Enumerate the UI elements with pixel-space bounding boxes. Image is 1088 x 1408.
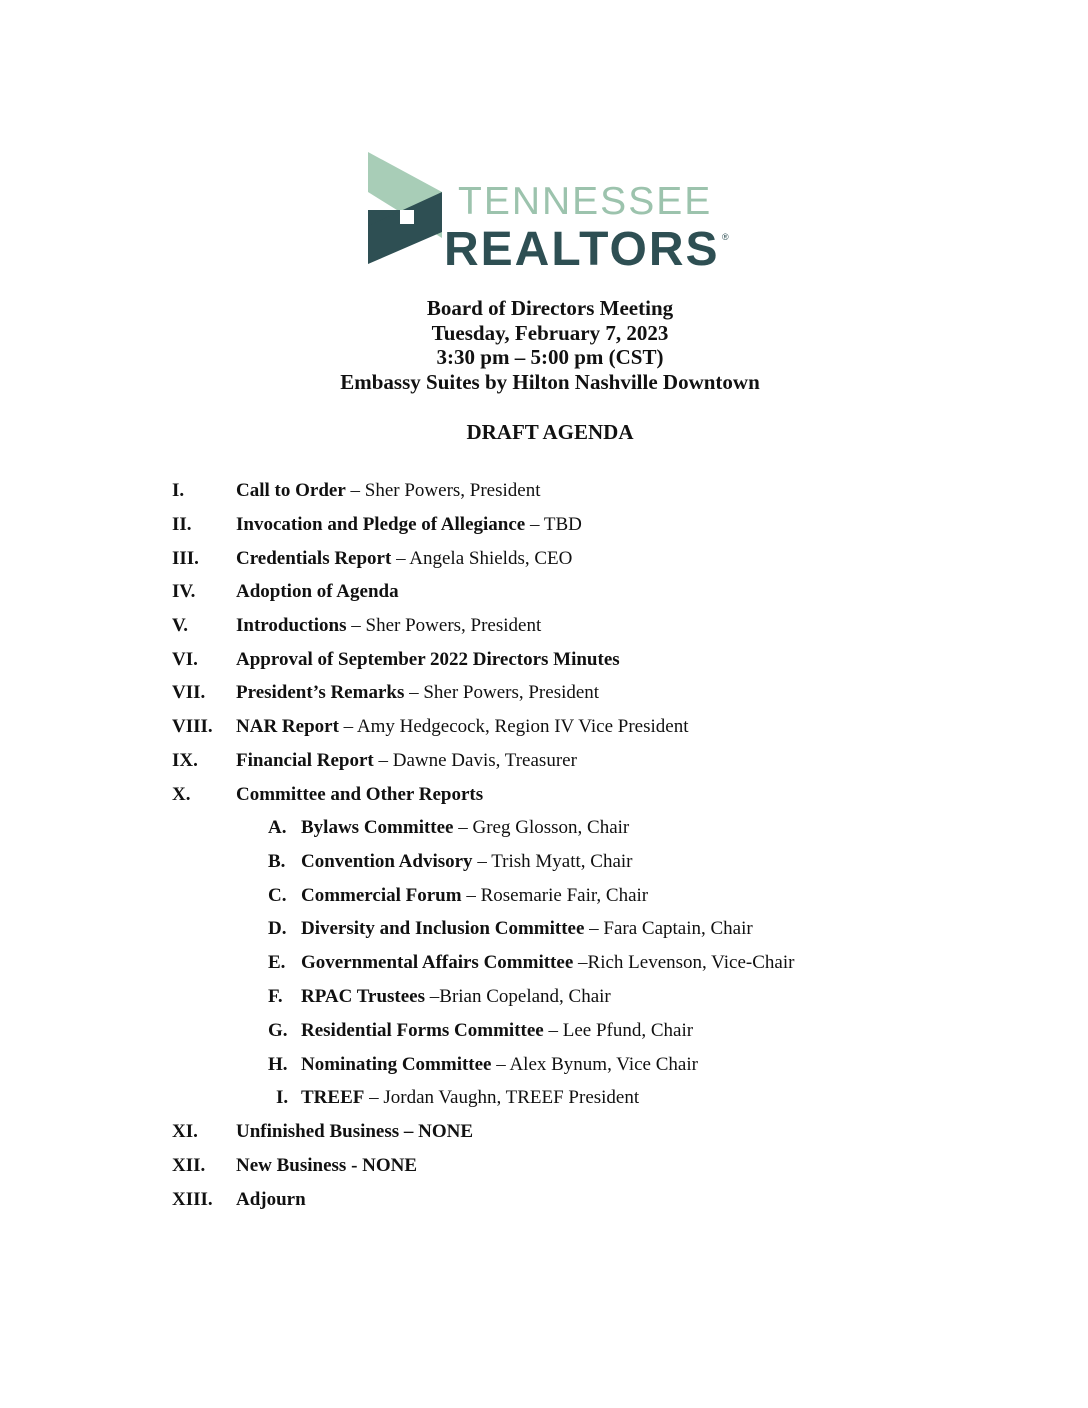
agenda-sub-item-title: Governmental Affairs Committee <box>301 952 574 973</box>
agenda-sub-item-letter: D. <box>268 918 287 939</box>
agenda-sub-item-title: Diversity and Inclusion Committee <box>301 918 585 939</box>
agenda-item-detail: – Sher Powers, President <box>345 480 541 501</box>
agenda-sub-item-letter: I. <box>276 1087 289 1108</box>
agenda-sub-item-letter: H. <box>268 1054 288 1075</box>
agenda-sub-item-detail: – Jordan Vaughn, TREEF President <box>364 1087 640 1108</box>
agenda-sub-item-title: RPAC Trustees <box>301 986 426 1007</box>
agenda-item-title: Credentials Report <box>236 548 392 569</box>
logo-registered-mark: ® <box>722 232 729 242</box>
agenda-sub-item-detail: – Rosemarie Fair, Chair <box>461 885 649 906</box>
meeting-date: Tuesday, February 7, 2023 <box>431 320 669 345</box>
agenda-sub-item-title: Convention Advisory <box>301 851 473 872</box>
agenda-sub-item-title: Commercial Forum <box>301 885 462 906</box>
meeting-time: 3:30 pm – 5:00 pm (CST) <box>436 345 664 369</box>
agenda-item-detail: – Sher Powers, President <box>404 682 600 703</box>
agenda-sub-item-letter: B. <box>268 851 286 872</box>
agenda-item-numeral: IV. <box>172 581 196 602</box>
agenda-item-numeral: VII. <box>172 682 206 703</box>
logo-arrow-icon <box>366 152 456 274</box>
agenda-sub-item-title: Bylaws Committee <box>301 817 454 838</box>
agenda-item-title: Unfinished Business – NONE <box>236 1121 474 1142</box>
agenda-item-title: Invocation and Pledge of Allegiance <box>236 514 526 535</box>
agenda-item-detail: – Amy Hedgecock, Region IV Vice President <box>338 716 689 737</box>
agenda-item-title: Committee and Other Reports <box>236 784 484 805</box>
agenda-item-numeral: X. <box>172 784 191 805</box>
agenda-sub-item-letter: C. <box>268 885 287 906</box>
agenda-sub-item-detail: – Greg Glosson, Chair <box>453 817 630 838</box>
agenda-item-title: Adjourn <box>236 1189 306 1210</box>
logo-line1: TENNESSEE <box>458 180 713 223</box>
agenda-item-numeral: XI. <box>172 1121 198 1142</box>
agenda-sub-item-detail: –Brian Copeland, Chair <box>425 986 611 1007</box>
agenda-title: DRAFT AGENDA <box>466 420 634 444</box>
agenda-item-title: Adoption of Agenda <box>236 581 399 602</box>
agenda-sub-item-letter: G. <box>268 1020 288 1041</box>
agenda-item-detail: – Sher Powers, President <box>346 615 542 636</box>
agenda-item-title: Financial Report <box>236 750 374 771</box>
meeting-header <box>0 296 1088 394</box>
agenda-sub-item-title: TREEF <box>301 1087 365 1108</box>
agenda-item-title: NAR Report <box>236 716 339 737</box>
agenda-item-detail: – Angela Shields, CEO <box>391 548 573 569</box>
agenda-sub-item-detail: – Trish Myatt, Chair <box>472 851 633 872</box>
agenda-item-title: New Business - NONE <box>236 1155 418 1176</box>
agenda-item-numeral: III. <box>172 548 199 569</box>
logo-line2: REALTORS <box>444 223 720 276</box>
agenda-item-detail: – TBD <box>525 514 582 535</box>
agenda-sub-item-detail: – Alex Bynum, Vice Chair <box>491 1054 698 1075</box>
agenda-sub-item-title: Nominating Committee <box>301 1054 492 1075</box>
meeting-location: Embassy Suites by Hilton Nashville Downtown <box>340 369 760 394</box>
agenda-sub-item-letter: F. <box>268 986 283 1007</box>
agenda-sub-item-title: Residential Forms Committee <box>301 1020 544 1041</box>
agenda-item-detail: – Dawne Davis, Treasurer <box>373 750 577 771</box>
meeting-title: Board of Directors Meeting <box>426 296 674 320</box>
agenda-item-title: Approval of September 2022 Directors Minutes <box>236 649 620 670</box>
agenda-item-numeral: XII. <box>172 1155 206 1176</box>
agenda-item-numeral: I. <box>172 480 185 501</box>
agenda-item-numeral: V. <box>172 615 189 636</box>
agenda-sub-item-detail: – Lee Pfund, Chair <box>543 1020 694 1041</box>
agenda-item-numeral: VI. <box>172 649 198 670</box>
agenda-sub-item-detail: – Fara Captain, Chair <box>584 918 753 939</box>
agenda-item-numeral: VIII. <box>172 716 213 737</box>
agenda-item-numeral: II. <box>172 514 192 535</box>
agenda-sub-item-letter: E. <box>268 952 286 973</box>
agenda-item-title: Introductions <box>236 615 347 636</box>
agenda-item-numeral: IX. <box>172 750 198 771</box>
agenda-sub-item-letter: A. <box>268 817 287 838</box>
agenda-item-title: Call to Order <box>236 480 346 501</box>
agenda-item-title: President’s Remarks <box>236 682 405 703</box>
agenda-item-numeral: XIII. <box>172 1189 213 1210</box>
agenda-sub-item-detail: –Rich Levenson, Vice-Chair <box>573 952 795 973</box>
tennessee-realtors-logo <box>366 152 736 274</box>
